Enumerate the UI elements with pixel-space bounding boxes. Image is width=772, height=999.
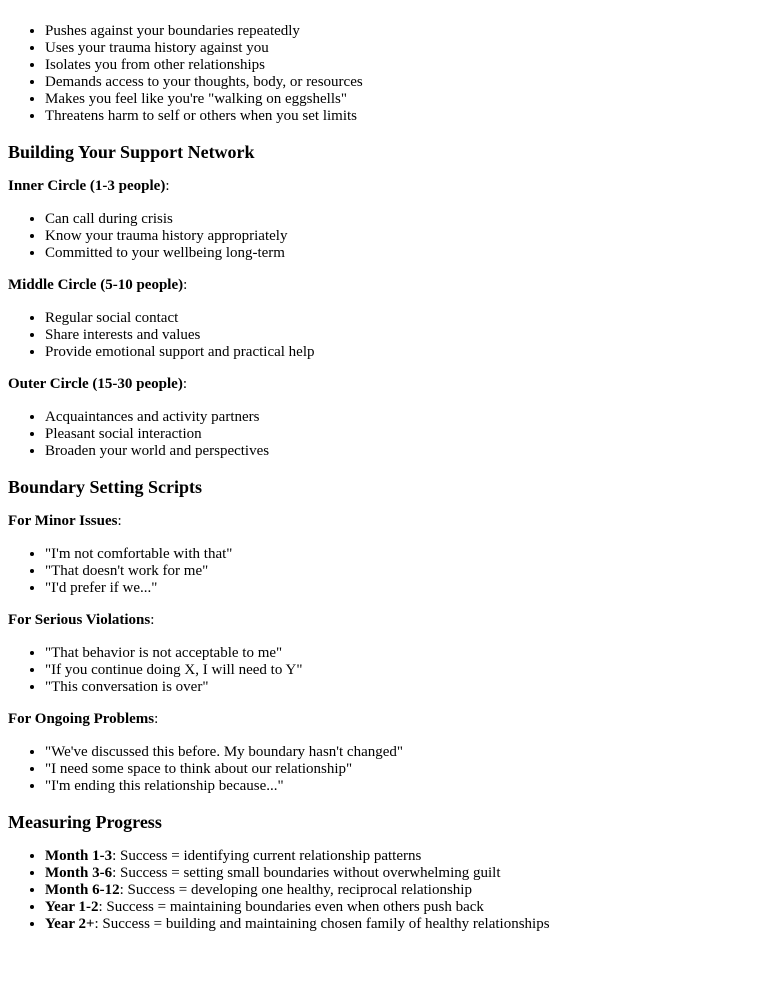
list-item: • "I'm ending this relationship because..." bbox=[45, 778, 764, 795]
list-item: • Regular social contact bbox=[45, 310, 764, 327]
list-item: • Uses your trauma history against you bbox=[45, 40, 764, 57]
middle-circle-list bbox=[8, 310, 764, 361]
list-item: • "I'm not comfortable with that" bbox=[45, 546, 764, 563]
progress-list bbox=[8, 848, 764, 933]
serious-violations-label: For Serious Violations: bbox=[8, 612, 155, 628]
serious-violations-list bbox=[8, 645, 764, 696]
list-item: • Threatens harm to self or others when you set limits bbox=[45, 108, 764, 125]
minor-issues-label: For Minor Issues: bbox=[8, 513, 122, 529]
list-item: • Broaden your world and perspectives bbox=[45, 443, 764, 460]
ongoing-problems-label: For Ongoing Problems: bbox=[8, 711, 159, 727]
inner-circle-label: Inner Circle (1-3 people): bbox=[8, 178, 170, 194]
ongoing-problems-list bbox=[8, 744, 764, 795]
section-heading-boundary-scripts: Boundary Setting Scripts bbox=[8, 477, 203, 497]
outer-circle-label: Outer Circle (15-30 people): bbox=[8, 376, 187, 392]
list-item: • "We've discussed this before. My boundary hasn't changed" bbox=[45, 744, 764, 761]
list-item: • Isolates you from other relationships bbox=[45, 57, 764, 74]
list-item: • Pushes against your boundaries repeatedly bbox=[45, 23, 764, 40]
outer-circle-list bbox=[8, 409, 764, 460]
list-item: • Committed to your wellbeing long-term bbox=[45, 245, 764, 262]
section-heading-measuring-progress: Measuring Progress bbox=[8, 812, 162, 832]
list-item: • Know your trauma history appropriately bbox=[45, 228, 764, 245]
list-item: • "If you continue doing X, I will need to Y" bbox=[45, 662, 764, 679]
list-item: • Share interests and values bbox=[45, 327, 764, 344]
list-item: • "I'd prefer if we..." bbox=[45, 580, 764, 597]
list-item: • Demands access to your thoughts, body, or resources bbox=[45, 74, 764, 91]
list-item: • Year 1-2: Success = maintaining boundaries even when others push back bbox=[45, 899, 764, 916]
list-item: • Year 2+: Success = building and maintaining chosen family of healthy relationships bbox=[45, 916, 764, 933]
list-item: • "This conversation is over" bbox=[45, 679, 764, 696]
middle-circle-label: Middle Circle (5-10 people): bbox=[8, 277, 188, 293]
list-item: • Month 6-12: Success = developing one healthy, reciprocal relationship bbox=[45, 882, 764, 899]
list-item: • "I need some space to think about our relationship" bbox=[45, 761, 764, 778]
list-item: • Pleasant social interaction bbox=[45, 426, 764, 443]
section-heading-support-network: Building Your Support Network bbox=[8, 142, 255, 162]
list-item: • Month 3-6: Success = setting small boundaries without overwhelming guilt bbox=[45, 865, 764, 882]
list-item: • Can call during crisis bbox=[45, 211, 764, 228]
list-item: • Makes you feel like you're "walking on eggshells" bbox=[45, 91, 764, 108]
list-item: • "That behavior is not acceptable to me" bbox=[45, 645, 764, 662]
list-item: • Acquaintances and activity partners bbox=[45, 409, 764, 426]
list-item: • Month 1-3: Success = identifying current relationship patterns bbox=[45, 848, 764, 865]
list-item: • "That doesn't work for me" bbox=[45, 563, 764, 580]
warning-signs-list bbox=[8, 23, 764, 125]
list-item: • Provide emotional support and practical help bbox=[45, 344, 764, 361]
minor-issues-list bbox=[8, 546, 764, 597]
inner-circle-list bbox=[8, 211, 764, 262]
